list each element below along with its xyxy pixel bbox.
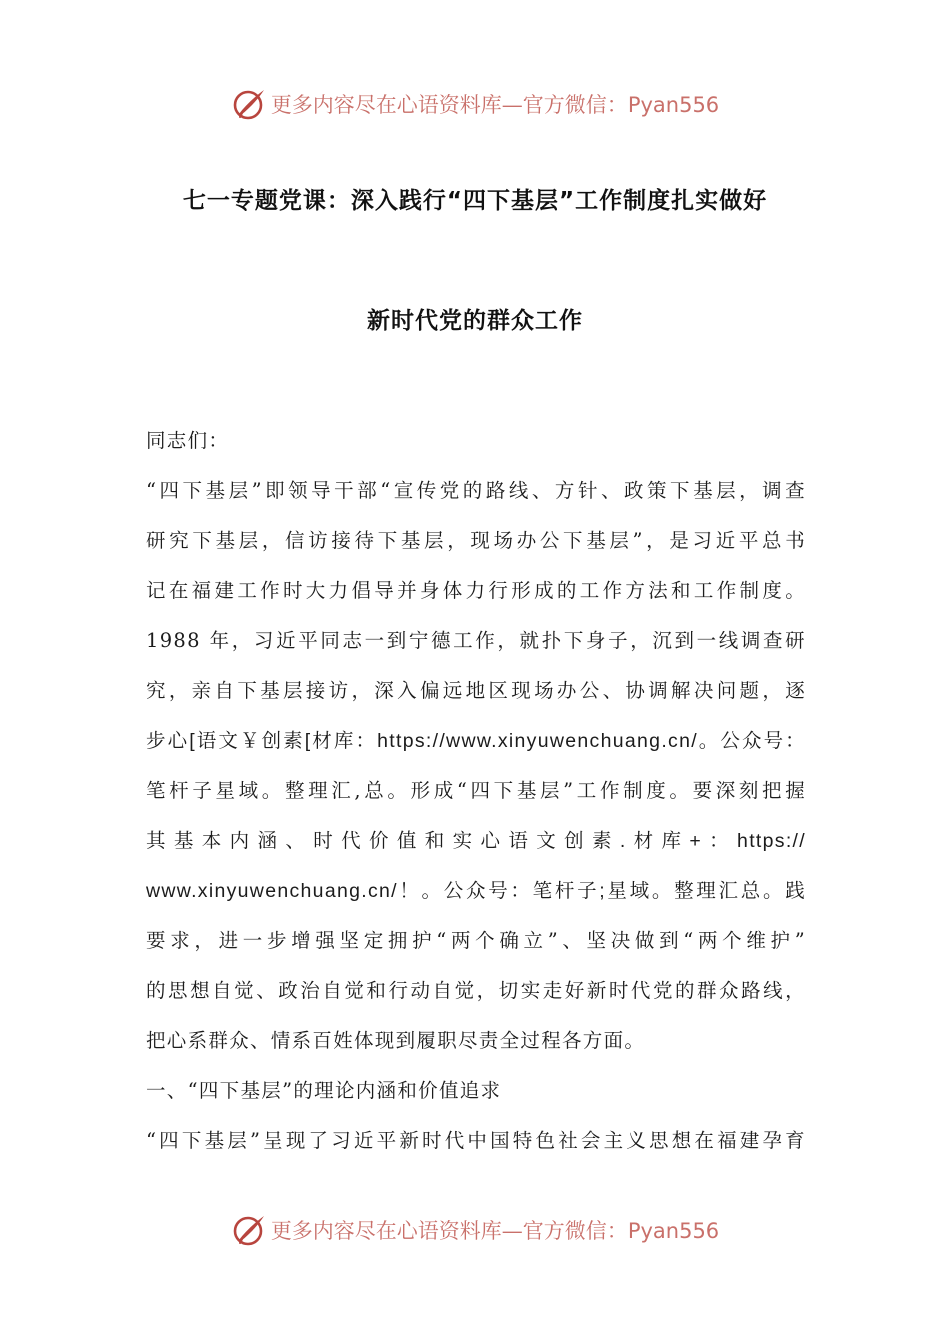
body-line: 研究下基层，信访接待下基层，现场办公下基层”，是习近平总书 <box>146 529 806 552</box>
document-body <box>146 416 806 1166</box>
body-line: 要求，进一步增强坚定拥护“两个确立”、坚决做到“两个维护” <box>146 929 806 952</box>
body-line: 其基本内涵、时代价值和实心语文创素.材库+：https:// <box>146 830 806 852</box>
body-line: www.xinyuwenchuang.cn/！。公众号：笔杆子;星域。整理汇总。践 <box>146 880 806 902</box>
body-line: 笔杆子星域。整理汇,总。形成“四下基层”工作制度。要深刻把握 <box>146 779 806 802</box>
section-heading: 一、“四下基层”的理论内涵和价值追求 <box>146 1079 502 1102</box>
document-title-line-1: 七一专题党课：深入践行“四下基层”工作制度扎实做好 <box>182 188 768 214</box>
body-line: “四下基层”呈现了习近平新时代中国特色社会主义思想在福建孕育 <box>146 1129 806 1152</box>
body-line: 步心[语文￥创素[材库：https://www.xinyuwenchuang.cn/。公众号： <box>146 730 806 752</box>
watermark-text: 更多内容尽在心语资料库—官方微信：Pyan556 <box>270 93 720 117</box>
body-line: 的思想自觉、政治自觉和行动自觉，切实走好新时代党的群众路线， <box>146 979 806 1002</box>
body-line: 把心系群众、情系百姓体现到履职尽责全过程各方面。 <box>146 1029 646 1052</box>
watermark-banner-bottom <box>0 1210 950 1250</box>
body-line: 1988 年，习近平同志一到宁德工作，就扑下身子，沉到一线调查研 <box>146 629 806 652</box>
wechat-id: Pyan556 <box>627 1219 720 1243</box>
watermark-text: 更多内容尽在心语资料库—官方微信：Pyan556 <box>270 1219 720 1243</box>
quill-pen-icon <box>231 1212 267 1248</box>
document-title-line-2: 新时代党的群众工作 <box>367 308 583 334</box>
quill-pen-icon <box>231 86 267 122</box>
watermark-banner-top <box>0 84 950 124</box>
salutation: 同志们： <box>146 429 230 452</box>
body-line: “四下基层”即领导干部“宣传党的路线、方针、政策下基层，调查 <box>146 479 806 502</box>
body-line: 记在福建工作时大力倡导并身体力行形成的工作方法和工作制度。 <box>146 579 806 602</box>
body-line: 究，亲自下基层接访，深入偏远地区现场办公、协调解决问题，逐 <box>146 679 806 702</box>
wechat-id: Pyan556 <box>627 93 720 117</box>
